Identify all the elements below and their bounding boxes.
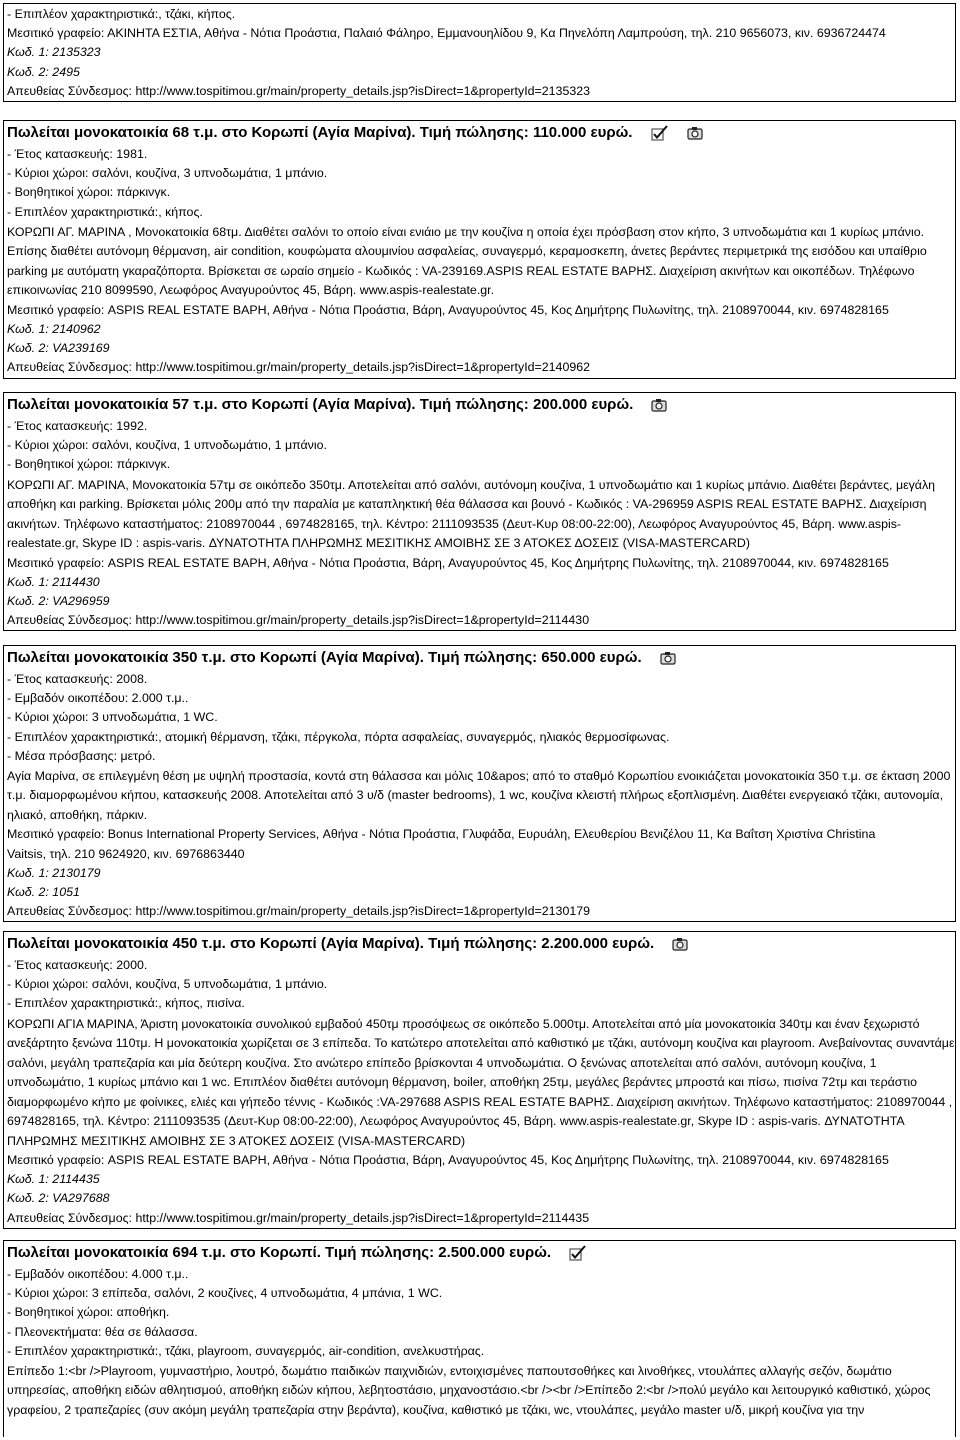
feature-line: - Έτος κατασκευής: 2000.: [7, 958, 148, 972]
feature-line: - Έτος κατασκευής: 1981.: [7, 147, 148, 161]
code2-line: Κωδ. 2: 2495: [7, 64, 80, 79]
code2-line: Κωδ. 2: VA296959: [7, 593, 110, 608]
checkbox-icon: [569, 1245, 587, 1261]
listing-description: Επίπεδο 1:<br />Playroom, γυμναστήριο, λουτρό, δωμάτιο παιδικών παιχνιδιών, εντοιχισμένες παπουτσοθήκες και λινοθήκες, ντουλάπες αλλαγής σεζόν, δωμάτιο υπηρεσίας, αποθήκη ειδών αθλητισμού, αποθήκη ειδών κήπου, λεβητοστάσιο, μηχανοστάσιο.<br /><br />Επίπεδο 2:<br />πολύ μεγάλο και λειτουργικό καθιστικό, χώρος γραφείου, 2 τραπεζαρίες (συν ακόμη μεγάλη τραπεζαρία στην βεράντα), κουζίνα, καθιστικό με τζάκι, wc, ντουλάπες, μεγάλο master υ/δ, μικρή κουζίνα για την: [7, 1363, 931, 1417]
listing: [3, 1240, 956, 1437]
agency-line: Μεσιτικό γραφείο: ASPIS REAL ESTATE ΒΑΡΗ, Αθήνα - Νότια Προάστια, Βάρη, Αναγυρούντος 45, Κος Δημήτρης Πυλωνίτης, τηλ. 2108970044, κιν. 6974828165: [7, 1153, 889, 1168]
feature-line: - Κύριοι χώροι: σαλόνι, κουζίνα, 5 υπνοδωμάτια, 1 μπάνιο.: [7, 977, 328, 992]
agency-line: Μεσιτικό γραφείο: ΑΚΙΝΗΤΑ ΕΣΤΙΑ, Αθήνα - Νότια Προάστια, Παλαιό Φάληρο, Εμμανουηλίδου 9, Κα Πηνελόπη Λαμπρούση, τηλ. 210 9656073, κιν. 6936724474: [7, 26, 886, 41]
agency-line: Vaitsis, τηλ. 210 9624920, κιν. 6976863440: [7, 846, 245, 861]
feature-line: - Κύριοι χώροι: 3 υπνοδωμάτια, 1 WC.: [7, 710, 218, 725]
feature-line: - Έτος κατασκευής: 2008.: [7, 672, 148, 686]
code1-line: Κωδ. 1: 2140962: [7, 321, 101, 336]
feature-line: - Επιπλέον χαρακτηριστικά:, κήπος.: [7, 204, 203, 219]
code2-line: Κωδ. 2: VA297688: [7, 1191, 110, 1206]
feature-line: - Μέσα πρόσβασης: μετρό.: [7, 748, 156, 763]
listing-title-text: Πωλείται μονοκατοικία 450 τ.μ. στο Κορωπί (Αγία Μαρίνα). Τιμή πώλησης: 2.200.000 ευρώ.: [7, 935, 655, 953]
direct-link[interactable]: Απευθείας Σύνδεσμος: http://www.tospitimou.gr/main/property_details.jsp?isDirect=1&propertyId=2135323: [7, 83, 591, 98]
code2-line: Κωδ. 2: 1051: [7, 885, 80, 899]
listing-title: [7, 933, 955, 955]
code1-line: Κωδ. 1: 2130179: [7, 865, 101, 880]
feature-line: - Επιπλέον χαρακτηριστικά:, κήπος, πισίνα.: [7, 996, 245, 1011]
direct-link[interactable]: Απευθείας Σύνδεσμος: http://www.tospitimou.gr/main/property_details.jsp?isDirect=1&propertyId=2114430: [7, 613, 590, 628]
listing: [3, 3, 956, 102]
listing-description: ΚΟΡΩΠΙ ΑΓ. ΜΑΡΙΝΑ , Μονοκατοικία 68τμ. Διαθέτει σαλόνι το οποίο είναι ενιάιο με την κουζίνα η οποία έχει πρόσβαση στον κήπο, 3 υπνοδωμάτια και 1 κυρίως μπάνιο. Επίσης διαθέτει αυτόνομη θέρμανση, air condition, κουφώματα αλουμινίου ασφαλείας, συναγερμό, κεραμοσκεπη, άνετες βεράντες περιμετρικά της εισόδου και υπαίθριο parking με αυτόματη γκαραζόπορτα. Βρίσκεται σε ωραίο σημείο - Κωδικός : VA-239169.ASPIS REAL ESTATE ΒΑΡΗΣ. Διαχείριση ακινήτων και οικοπέδων. Τηλέφωνο επικοινωνίας 210 8099590, Λεωφόρος Αναγυρούντος 45, Βάρη. www.aspis-realestate.gr.: [7, 224, 927, 298]
feature-line: - Βοηθητικοί χώροι: πάρκινγκ.: [7, 457, 171, 472]
feature-line: - Κύριοι χώροι: 3 επίπεδα, σαλόνι, 2 κουζίνες, 4 υπνοδωμάτια, 4 μπάνια, 1 WC.: [7, 1286, 443, 1301]
agency-line: Μεσιτικό γραφείο: ASPIS REAL ESTATE ΒΑΡΗ, Αθήνα - Νότια Προάστια, Βάρη, Αναγυρούντος 45, Κος Δημήτρης Πυλωνίτης, τηλ. 2108970044, κιν. 6974828165: [7, 555, 889, 570]
listing-title-text: Πωλείται μονοκατοικία 57 τ.μ. στο Κορωπί (Αγία Μαρίνα). Τιμή πώλησης: 200.000 ευρώ.: [7, 396, 634, 414]
feature-line: - Κύριοι χώροι: σαλόνι, κουζίνα, 3 υπνοδωμάτια, 1 μπάνιο.: [7, 166, 328, 181]
listing: [3, 392, 956, 631]
listing-title: [7, 122, 955, 144]
listing: [3, 120, 956, 379]
feature-line: - Βοηθητικοί χώροι: πάρκινγκ.: [7, 185, 171, 200]
listing-title-text: Πωλείται μονοκατοικία 694 τ.μ. στο Κορωπί. Τιμή πώλησης: 2.500.000 ευρώ.: [7, 1244, 552, 1262]
feature-line: - Έτος κατασκευής: 1992.: [7, 419, 148, 433]
listing-title: [7, 394, 955, 416]
feature-line: - Επιπλέον χαρακτηριστικά:, ατομική θέρμανση, τζάκι, πέργκολα, πόρτα ασφαλείας, συναγερμός, ηλιακός θερμοσίφωνας.: [7, 729, 670, 744]
listing: [3, 645, 956, 922]
feature-line: - Πλεονεκτήματα: θέα σε θάλασσα.: [7, 1324, 198, 1339]
listing-title: [7, 647, 955, 669]
code2-line: Κωδ. 2: VA239169: [7, 341, 110, 356]
agency-line: Μεσιτικό γραφείο: Bonus International Property Services, Αθήνα - Νότια Προάστια, Γλυφάδα, Ευρυάλη, Ελευθερίου Βενιζέλου 11, Κα Βαΐτση Χριστίνα Christina: [7, 827, 876, 842]
listing-description: ΚΟΡΩΠΙ ΑΓ. ΜΑΡΙΝΑ, Μονοκατοικία 57τμ σε οικόπεδο 350τμ. Αποτελείται από σαλόνι, αυτόνομη κουζίνα, 1 υπνοδωμάτιο και 1 κυρίως μπάνιο. Διαθέτει βεράντες, μεγάλη αποθήκη και parking. Βρίσκεται μόλις 200μ από την παραλία με καταπληκτική θέα θάλασσα και βουνό - Κωδικός : VA-296959 ASPIS REAL ESTATE ΒΑΡΗΣ. Διαχείριση ακινήτων. Τηλέφωνο καταστήματος: 2108970044 , 6974828165, τηλ. Κέντρο: 2111093535 (Δευτ-Κυρ 08:00-22:00), Λεωφόρος Αναγυρούντος 45, Βάρη. www.aspis-realestate.gr, Skype ID : aspis-varis. ΔΥΝΑΤΟΤΗΤΑ ΠΛΗΡΩΜΗΣ ΜΕΣΙΤΙΚΗΣ ΑΜΟΙΒΗΣ ΣΕ 3 ΑΤΟΚΕΣ ΔΟΣΕΙΣ (VISA-MASTERCARD): [7, 477, 936, 551]
camera-icon: [660, 651, 676, 665]
feature-line: - Εμβαδόν οικοπέδου: 2.000 τ.μ..: [7, 691, 189, 706]
checkbox-icon: [651, 125, 669, 141]
listing: [3, 931, 956, 1229]
code1-line: Κωδ. 1: 2114430: [7, 574, 100, 589]
agency-line: Μεσιτικό γραφείο: ASPIS REAL ESTATE ΒΑΡΗ, Αθήνα - Νότια Προάστια, Βάρη, Αναγυρούντος 45, Κος Δημήτρης Πυλωνίτης, τηλ. 2108970044, κιν. 6974828165: [7, 302, 889, 317]
code1-line: Κωδ. 1: 2135323: [7, 45, 101, 60]
camera-icon: [672, 937, 688, 951]
feature-line: - Επιπλέον χαρακτηριστικά:, τζάκι, playroom, συναγερμός, air-condition, ανελκυστήρας.: [7, 1343, 485, 1358]
listing-title-text: Πωλείται μονοκατοικία 350 τ.μ. στο Κορωπί (Αγία Μαρίνα). Τιμή πώλησης: 650.000 ευρώ.: [7, 649, 642, 667]
direct-link[interactable]: Απευθείας Σύνδεσμος: http://www.tospitimou.gr/main/property_details.jsp?isDirect=1&propertyId=2130179: [7, 904, 591, 919]
code1-line: Κωδ. 1: 2114435: [7, 1172, 100, 1187]
feature-line: - Κύριοι χώροι: σαλόνι, κουζίνα, 1 υπνοδωμάτιο, 1 μπάνιο.: [7, 438, 327, 453]
listing-description: ΚΟΡΩΠΙ ΑΓΙΑ ΜΑΡΙΝΑ, Άριστη μονοκατοικία συνολικού εμβαδού 450τμ προσόψεως σε οικόπεδο 5.000τμ. Αποτελείται από μία μονοκατοικία 340τμ και έναν ξεχωριστό ανεξάρτητο ξενώνα 110τμ. Η μονοκατοικία χωρίζεται σε 3 επίπεδα. Το κατώτερο αποτελείται από καθιστικό με τζάκι, αυτόνομη κουζίνα και playroom. Ανεβαίνοντας συναντάμε σαλόνι, μεγάλη τραπεζαρία και μία δεύτερη κουζίνα. Στο ανώτερο επίπεδο βρίσκονται 4 υπνοδωμάτια. Ο ξενώνας αποτελείται από σαλόνι, αυτόνομη κουζίνα, 1 υπνοδωμάτιο, 1 κυρίως μπάνιο και 1 wc. Επιπλέον διαθέτει αυτόνομη θέρμανση, boiler, αποθήκη 25τμ, μεγάλες βεράντες μπροστά και πίσω, πισίνα 72τμ και τεράστιο διαμορφωμένο κήπο με φοίνικες, ελιές και γήπεδο τέννις - Κωδικός :VA-297688 ASPIS REAL ESTATE ΒΑΡΗΣ. Διαχείριση ακινήτων. Τηλέφωνο καταστήματος: 2108970044 , 6974828165, τηλ. Κέντρο: 2111093535 (Δευτ-Κυρ 08:00-22:00), Λεωφόρος Αναγυρούντος 45, Βάρη. www.aspis-realestate.gr, Skype ID : aspis-varis. ΔΥΝΑΤΟΤΗΤΑ ΠΛΗΡΩΜΗΣ ΜΕΣΙΤΙΚΗΣ ΑΜΟΙΒΗΣ ΣΕ 3 ΑΤΟΚΕΣ ΔΟΣΕΙΣ (VISA-MASTERCARD): [7, 1016, 955, 1148]
camera-icon: [651, 398, 667, 412]
listing-description: Αγία Μαρίνα, σε επιλεγμένη θέση με υψηλή προστασία, κοντά στη θάλασσα και μόλις 10&apos; από το σταθμό Κορωπίου ενοικιάζεται μονοκατοικία 350 τ.μ. σε έκταση 2000 τ.μ. διαμορφωμένου κήπου, κατασκευής 2008. Αποτελείται από 3 υ/δ (master bedrooms), 1 wc, κουζίνα κλειστή πλήρως εξοπλισμένη. Διαθέτει ενεργειακό τζάκι, αυτονομία, ηλιακό, αποθήκη, πάρκιν.: [7, 768, 951, 822]
direct-link[interactable]: Απευθείας Σύνδεσμος: http://www.tospitimou.gr/main/property_details.jsp?isDirect=1&propertyId=2140962: [7, 360, 591, 375]
camera-icon: [687, 126, 703, 140]
feature-line: - Εμβαδόν οικοπέδου: 4.000 τ.μ..: [7, 1267, 189, 1281]
direct-link[interactable]: Απευθείας Σύνδεσμος: http://www.tospitimou.gr/main/property_details.jsp?isDirect=1&propertyId=2114435: [7, 1210, 590, 1225]
listing-title-text: Πωλείται μονοκατοικία 68 τ.μ. στο Κορωπί (Αγία Μαρίνα). Τιμή πώλησης: 110.000 ευρώ.: [7, 124, 633, 142]
feature-line: - Βοηθητικοί χώροι: αποθήκη.: [7, 1305, 170, 1320]
listing-line: - Επιπλέον χαρακτηριστικά:, τζάκι, κήπος.: [7, 7, 236, 21]
listing-title: [7, 1242, 955, 1264]
